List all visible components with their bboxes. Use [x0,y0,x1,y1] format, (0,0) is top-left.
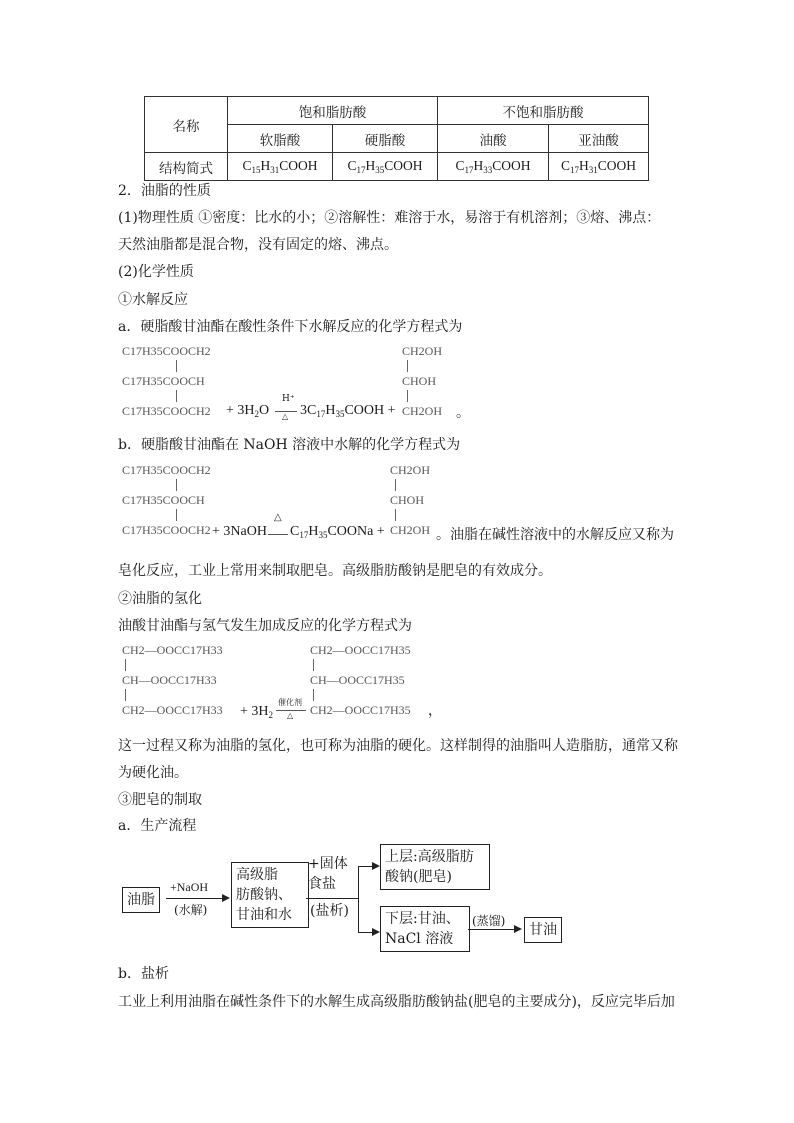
eq-b-left-2: C17H35COOCH [122,493,205,507]
eq-b-glycerol-2: CHOH [390,493,425,507]
acid-linoleic: 亚油酸 [549,125,649,153]
eq-c-left-1: CH2—OOCC17H33 [122,643,223,657]
physical-line2: 天然油脂都是混合物，没有固定的熔、沸点。 [118,237,398,253]
eq-c-cond: △ [287,711,294,720]
chemical-title: (2)化学性质 [118,264,194,280]
hydrolysis-b-text: b．硬脂酸甘油酯在 NaOH 溶液中水解的化学方程式为 [118,437,461,453]
soap-b-text: b．盐析 [118,966,169,982]
hydrogenation-desc1: 这一过程又称为油脂的氢化，也可称为油脂的硬化。这样制得的油脂叫人造脂肪，通常又称 [118,738,678,754]
hydrolysis-title: ①水解反应 [118,292,188,308]
eq-a-water: + 3H [226,403,255,418]
flow-end-box: 甘油 [524,917,562,943]
flow-mid-box: 高级脂 肪酸钠、 甘油和水 [231,862,309,928]
flow-start-box: 油脂 [122,887,160,913]
eq-b-product: C [290,524,300,539]
flow-step2-bottom: (盐析) [310,903,349,919]
eq-c-catalyst: 催化剂 [278,698,302,707]
section2-title: 2．油脂的性质 [118,183,211,199]
formula-oleic: $C_{17}H_{33}COOH$ [438,153,549,181]
formula-label: 结构简式 [145,153,228,181]
hydrogenation-title: ②油脂的氢化 [118,591,202,607]
flow-step1-top: +NaOH [170,880,209,894]
eq-b-glycerol-1: CH2OH [390,463,431,477]
flow-lower-box: 下层:甘油、 NaCl 溶液 [380,906,470,952]
eq-a-left-2: C17H35COOCH [122,374,205,388]
formula-palmitic: $C_{15}H_{31}COOH$ [228,153,333,181]
acid-oleic: 油酸 [438,125,549,153]
eq-a-left-3: C17H35COOCH2 [122,404,211,418]
flow-step3: (蒸馏) [472,914,506,928]
saturated-header: 饱和脂肪酸 [228,97,438,125]
eq-c-right-1: CH2—OOCC17H35 [310,643,411,657]
eq-a-product: 3C [300,403,317,418]
eq-b-left-3: C17H35COOCH2 [122,523,211,537]
eq-b-left-1: C17H35COOCH2 [122,463,211,477]
soap-title: ③肥皂的制取 [118,792,202,808]
eq-c-right-2: CH—OOCC17H35 [310,673,405,687]
eq-c-left-2: CH—OOCC17H33 [122,673,217,687]
eq-c-h2: + 3H [240,704,269,719]
hydrogenation-desc2: 为硬化油。 [118,765,188,781]
acid-palmitic: 软脂酸 [228,125,333,153]
hydrolysis-a-text: a．硬脂酸甘油酯在酸性条件下水解反应的化学方程式为 [118,319,463,335]
hydrogenation-text: 油酸甘油酯与氢气发生加成反应的化学方程式为 [118,618,412,634]
eq-a-catalyst: H⁺ [282,394,295,404]
eq-a-glycerol-2: CHOH [402,374,437,388]
formula-linoleic: $C_{17}H_{31}COOH$ [549,153,649,181]
name-header: 名称 [145,97,228,153]
flow-step2-top: +固体 食盐 [308,856,348,892]
soap-b-desc: 工业上利用油脂在碱性条件下的水解生成高级脂肪酸钠盐(肥皂的主要成分)，反应完毕后加 [118,994,675,1010]
eq-b-naoh: + 3NaOH [212,524,267,539]
formula-stearic: $C_{17}H_{35}COOH$ [333,153,438,181]
unsaturated-header: 不饱和脂肪酸 [438,97,649,125]
eq-a-glycerol-1: CH2OH [402,344,443,358]
eq-a-glycerol-3: CH2OH [402,404,443,418]
soap-a-text: a．生产流程 [118,818,197,834]
eq-c-left-3: CH2—OOCC17H33 [122,703,223,717]
eq-c-right-3: CH2—OOCC17H35 [310,703,411,717]
fatty-acid-table [144,96,649,181]
physical-line1: (1)物理性质 ①密度：比水的小；②溶解性：难溶于水，易溶于有机溶剂；③熔、沸点： [118,210,661,226]
eq-a-left-1: C17H35COOCH2 [122,344,211,358]
flow-upper-box: 上层:高级脂肪 酸钠(肥皂) [380,844,490,890]
eq-b-cond: △ [274,512,282,523]
acid-stearic: 硬脂酸 [333,125,438,153]
eq-a-cond: △ [282,412,289,421]
flow-step1-bottom: (水解) [174,903,208,917]
eq-b-glycerol-3: CH2OH [390,523,431,537]
saponification-text: 皂化反应，工业上常用来制取肥皂。高级脂肪酸钠是肥皂的有效成分。 [118,563,552,579]
eq-b-tail: 。油脂在碱性溶液中的水解反应又称为 [436,527,674,543]
